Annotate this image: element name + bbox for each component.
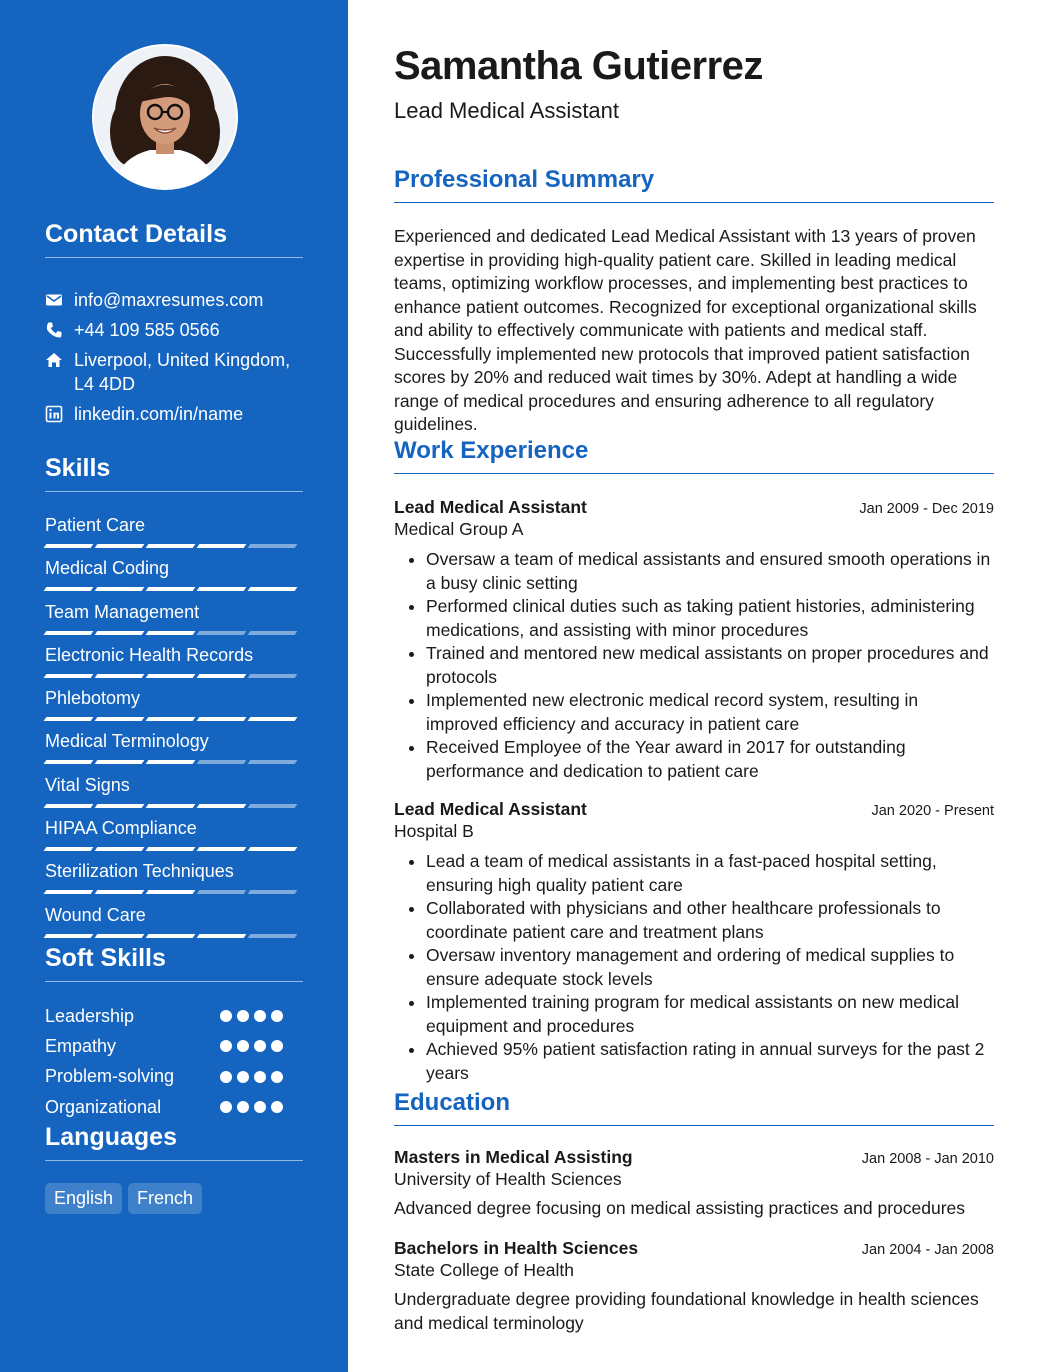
- skill-level-bar: [45, 804, 303, 808]
- skill-level-segment: [44, 717, 94, 721]
- education-description: Undergraduate degree providing foundational knowledge in health sciences and medical terminology: [394, 1289, 979, 1333]
- skill-name: Medical Coding: [45, 558, 170, 579]
- skill-level-segment: [44, 934, 94, 938]
- address-text: Liverpool, United Kingdom, L4 4DD: [74, 350, 291, 394]
- soft-skill-rating: [215, 1101, 283, 1113]
- skills-section: [45, 454, 303, 947]
- skill-name: Phlebotomy: [45, 688, 141, 709]
- skill-item: [45, 730, 303, 773]
- job-bullet: • Trained and mentored new medical assistants on proper procedures and protocols: [426, 642, 994, 689]
- skill-level-segment: [146, 717, 196, 721]
- summary-text: Experienced and dedicated Lead Medical Assistant with 13 years of proven expertise in providing high-quality patient care. Skilled in leading medical teams, optimizing workflow processes, and implementing best practices to enhance patient outcomes. Recognized for exceptional organizational skills and ability to effectively communicate with patients and medical staff. Successfully implemented new protocols that improved patient satisfaction scores by 20% and reduced wait times by 30%. Adept at handling a wide range of medical procedures and ensuring adherence to all regulatory guidelines.: [394, 226, 977, 434]
- skill-level-segment: [146, 804, 196, 808]
- job-bullet: • Received Employee of the Year award in 2017 for outstanding performance and dedication to patient care: [426, 736, 994, 783]
- rating-dot: [254, 1010, 266, 1022]
- degree-title: Bachelors in Health Sciences: [394, 1238, 639, 1258]
- school-name: University of Health Sciences: [394, 1169, 622, 1189]
- contact-linkedin[interactable]: [45, 402, 303, 426]
- skill-level-segment: [44, 587, 94, 591]
- rating-dot: [237, 1040, 249, 1052]
- contact-email[interactable]: [45, 288, 303, 312]
- rating-dot: [237, 1010, 249, 1022]
- skill-level-segment: [146, 847, 196, 851]
- skill-level-bar: [45, 587, 303, 591]
- contact-phone[interactable]: [45, 318, 303, 342]
- skill-level-segment: [95, 674, 145, 678]
- skill-level-segment: [44, 674, 94, 678]
- linkedin-text: linkedin.com/in/name: [74, 404, 244, 424]
- skill-level-segment: [95, 544, 145, 548]
- job-bullets: [394, 850, 994, 1085]
- job-bullet: • Implemented new electronic medical record system, resulting in improved efficiency and accuracy in patient care: [426, 689, 994, 736]
- experience-title: Work Experience: [394, 437, 994, 474]
- sidebar: [0, 0, 348, 1372]
- phone-icon: [45, 321, 63, 339]
- soft-skill-item: [45, 1031, 303, 1061]
- skill-item: [45, 774, 303, 817]
- job-org: Hospital B: [394, 821, 474, 841]
- skill-name: Patient Care: [45, 515, 146, 535]
- job-entry: [394, 497, 994, 783]
- skill-level-segment: [146, 544, 196, 548]
- education-dates: Jan 2004 - Jan 2008: [861, 1242, 994, 1258]
- skill-level-segment: [197, 717, 247, 721]
- soft-skill-item: [45, 1092, 303, 1122]
- skill-level-segment: [248, 804, 298, 808]
- rating-dot: [271, 1010, 283, 1022]
- skill-level-segment: [95, 847, 145, 851]
- rating-dot: [220, 1040, 232, 1052]
- language-chip: English: [45, 1183, 122, 1214]
- skill-level-segment: [248, 544, 298, 548]
- rating-dot: [220, 1010, 232, 1022]
- skill-item: [45, 644, 303, 687]
- soft-skill-item: [45, 1062, 303, 1092]
- job-entry: [394, 799, 994, 1085]
- skill-level-segment: [44, 760, 94, 764]
- skill-level-segment: [197, 934, 247, 938]
- skill-level-segment: [44, 890, 94, 894]
- skill-level-segment: [44, 544, 94, 548]
- degree-title: Masters in Medical Assisting: [394, 1147, 633, 1167]
- skill-level-segment: [146, 587, 196, 591]
- job-title: Lead Medical Assistant: [394, 799, 587, 819]
- skill-level-segment: [95, 717, 145, 721]
- contact-address: [45, 348, 303, 396]
- soft-skill-name: Organizational: [45, 1096, 162, 1117]
- soft-skills-list: [45, 1001, 303, 1122]
- skill-name: Vital Signs: [45, 774, 130, 795]
- contact-section: [45, 220, 303, 432]
- rating-dot: [271, 1071, 283, 1083]
- skills-title: Skills: [45, 454, 303, 492]
- candidate-name: Samantha Gutierrez: [394, 44, 763, 88]
- soft-skill-item: [45, 1001, 303, 1031]
- skill-level-bar: [45, 674, 303, 678]
- rating-dot: [254, 1101, 266, 1113]
- skill-item: [45, 601, 303, 644]
- languages-list: [45, 1183, 303, 1214]
- skill-level-bar: [45, 760, 303, 764]
- skills-list: [45, 514, 303, 947]
- job-dates: Jan 2020 - Present: [871, 803, 994, 819]
- skill-level-segment: [197, 760, 247, 764]
- envelope-icon: [45, 291, 63, 309]
- skill-level-segment: [197, 847, 247, 851]
- education-entry: [394, 1238, 994, 1335]
- job-org: Medical Group A: [394, 519, 524, 539]
- skill-level-segment: [146, 890, 196, 894]
- skill-level-segment: [146, 674, 196, 678]
- profile-photo-icon: [94, 46, 236, 188]
- job-bullet: • Lead a team of medical assistants in a fast-paced hospital setting, ensuring high quality patient care: [426, 850, 994, 897]
- job-bullet: • Collaborated with physicians and other healthcare professionals to coordinate patient care and treatment plans: [426, 897, 994, 944]
- skill-item: [45, 557, 303, 600]
- soft-skill-rating: [215, 1040, 283, 1052]
- soft-skills-title: Soft Skills: [45, 944, 303, 982]
- job-bullet: • Implemented training program for medical assistants on new medical equipment and procedures: [426, 991, 994, 1038]
- skill-level-segment: [248, 587, 298, 591]
- education-title: Education: [394, 1089, 994, 1126]
- skill-level-segment: [197, 674, 247, 678]
- soft-skill-rating: [215, 1010, 283, 1022]
- skill-level-segment: [95, 804, 145, 808]
- skill-level-segment: [95, 890, 145, 894]
- skill-name: Team Management: [45, 601, 200, 622]
- skill-level-segment: [248, 847, 298, 851]
- skill-level-segment: [44, 631, 94, 635]
- soft-skill-rating: [215, 1071, 283, 1083]
- rating-dot: [220, 1101, 232, 1113]
- job-bullet: • Oversaw inventory management and ordering of medical supplies to ensure adequate stock levels: [426, 944, 994, 991]
- rating-dot: [271, 1040, 283, 1052]
- skill-level-bar: [45, 934, 303, 938]
- skill-item: [45, 514, 303, 557]
- skill-name: Medical Terminology: [45, 731, 209, 752]
- home-icon: [45, 351, 63, 369]
- skill-level-bar: [45, 544, 303, 548]
- education-entry: [394, 1147, 994, 1221]
- skill-level-segment: [248, 717, 298, 721]
- skill-name: Sterilization Techniques: [45, 861, 234, 882]
- phone-text: +44 109 585 0566: [74, 320, 220, 340]
- job-bullet: • Achieved 95% patient satisfaction rating in annual surveys for the past 2 years: [426, 1038, 994, 1085]
- rating-dot: [237, 1101, 249, 1113]
- skill-level-segment: [248, 631, 298, 635]
- skill-name: Electronic Health Records: [45, 644, 254, 665]
- skill-level-segment: [95, 587, 145, 591]
- languages-title: Languages: [45, 1123, 303, 1161]
- skill-level-segment: [248, 760, 298, 764]
- avatar: [92, 44, 238, 190]
- summary-title: Professional Summary: [394, 166, 994, 203]
- rating-dot: [220, 1071, 232, 1083]
- contact-title: Contact Details: [45, 220, 303, 258]
- rating-dot: [271, 1101, 283, 1113]
- candidate-role: Lead Medical Assistant: [394, 98, 620, 123]
- skill-item: [45, 687, 303, 730]
- skill-item: [45, 817, 303, 860]
- job-bullets: [394, 548, 994, 783]
- skill-level-segment: [197, 544, 247, 548]
- skill-level-segment: [146, 934, 196, 938]
- languages-section: [45, 1123, 303, 1214]
- skill-level-segment: [44, 804, 94, 808]
- rating-dot: [237, 1071, 249, 1083]
- job-bullet: • Performed clinical duties such as taking patient histories, administering medications, and assisting with minor procedures: [426, 595, 994, 642]
- job-title: Lead Medical Assistant: [394, 497, 587, 517]
- skill-level-bar: [45, 631, 303, 635]
- skill-level-segment: [248, 934, 298, 938]
- email-text: info@maxresumes.com: [74, 290, 264, 310]
- job-dates: Jan 2009 - Dec 2019: [859, 501, 994, 517]
- skill-level-segment: [146, 760, 196, 764]
- education-dates: Jan 2008 - Jan 2010: [861, 1151, 994, 1167]
- soft-skill-name: Leadership: [45, 1005, 135, 1026]
- rating-dot: [254, 1040, 266, 1052]
- skill-level-bar: [45, 890, 303, 894]
- soft-skill-name: Empathy: [45, 1035, 117, 1056]
- skill-level-segment: [197, 890, 247, 894]
- skill-level-segment: [248, 890, 298, 894]
- skill-level-segment: [95, 760, 145, 764]
- skill-level-segment: [197, 587, 247, 591]
- skill-level-bar: [45, 847, 303, 851]
- skill-name: Wound Care: [45, 904, 146, 925]
- soft-skill-name: Problem-solving: [45, 1066, 175, 1087]
- skill-name: HIPAA Compliance: [45, 818, 197, 839]
- skill-level-segment: [248, 674, 298, 678]
- language-chip: French: [128, 1183, 202, 1214]
- school-name: State College of Health: [394, 1260, 574, 1280]
- skill-level-bar: [45, 717, 303, 721]
- rating-dot: [254, 1071, 266, 1083]
- skill-level-segment: [44, 847, 94, 851]
- skill-item: [45, 860, 303, 903]
- soft-skills-section: [45, 944, 303, 1122]
- job-bullet: • Oversaw a team of medical assistants and ensured smooth operations in a busy clinic setting: [426, 548, 994, 595]
- skill-level-segment: [95, 631, 145, 635]
- skill-level-segment: [95, 934, 145, 938]
- linkedin-icon: [45, 405, 63, 423]
- education-description: Advanced degree focusing on medical assisting practices and procedures: [394, 1198, 966, 1218]
- skill-level-segment: [146, 631, 196, 635]
- skill-level-segment: [197, 804, 247, 808]
- skill-item: [45, 904, 303, 947]
- skill-level-segment: [197, 631, 247, 635]
